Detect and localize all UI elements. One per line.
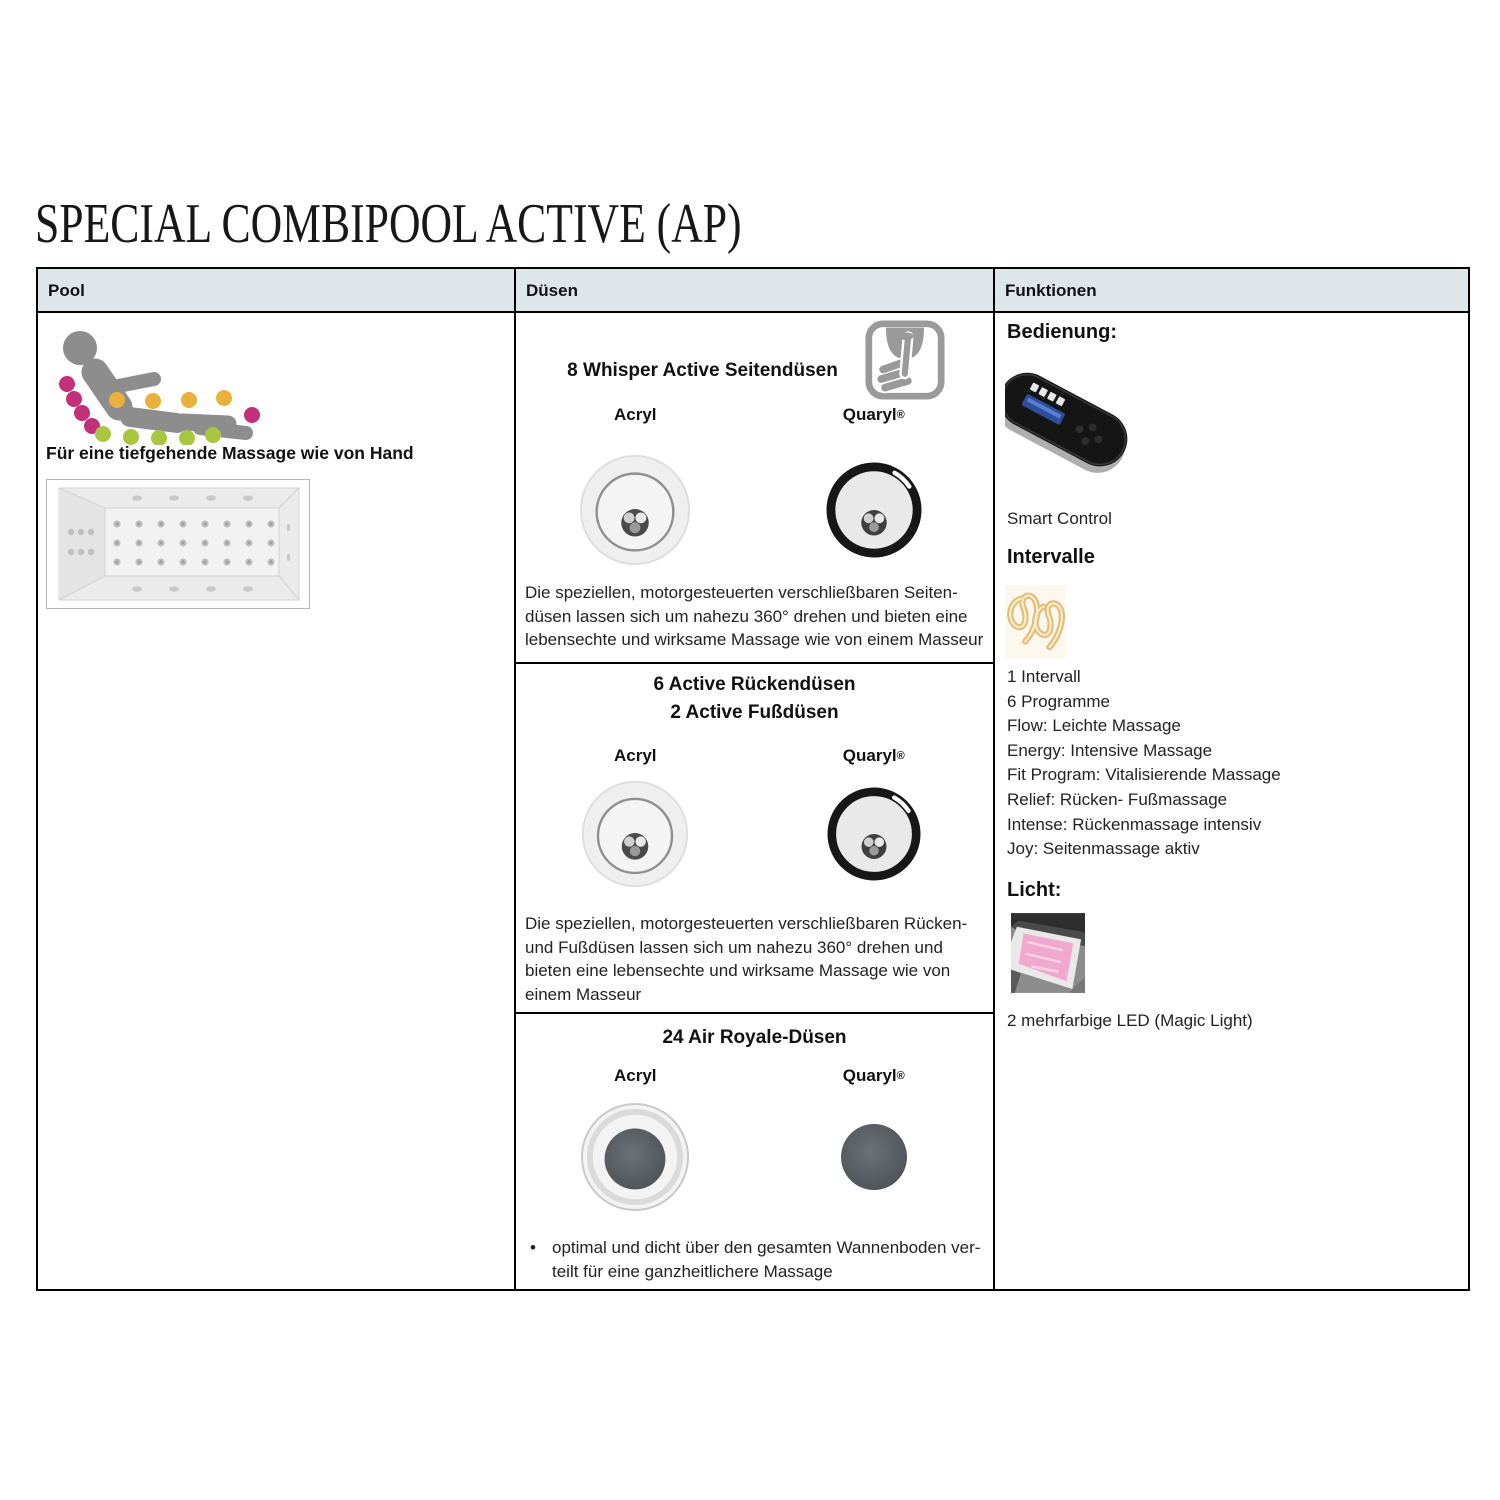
funktionen-cell: [995, 313, 1468, 1289]
quaryl-air-jet-icon: [840, 1123, 908, 1191]
quaryl-whirl-jet-icon: [826, 462, 922, 558]
acryl-label: Acryl: [613, 746, 657, 765]
quaryl-label: Quaryl: [842, 405, 897, 424]
program-list: [1007, 665, 1281, 862]
program-line: Flow: Leichte Massage: [1007, 716, 1181, 736]
quaryl-label: Quaryl: [842, 1066, 897, 1085]
duesen-section-air-royale: [516, 1014, 993, 1289]
section-description: [525, 912, 989, 1006]
desc-line: optimal und dicht über den gesamten Wannenboden ver-: [552, 1238, 981, 1257]
section-title: 24 Air Royale-Düsen: [662, 1027, 847, 1048]
acryl-whirl-jet-icon: [578, 453, 692, 567]
registered-mark: ®: [896, 750, 905, 762]
registered-mark: ®: [896, 409, 905, 421]
duesen-section-whisper: [516, 313, 993, 664]
desc-line: Die speziellen, motorgesteuerten verschließbaren Rücken-: [525, 914, 968, 933]
page-title: SPECIAL COMBIPOOL ACTIVE (AP): [35, 193, 742, 255]
quaryl-whirl-jet-icon: [827, 787, 921, 881]
section-title: 8 Whisper Active Seitendüsen: [567, 360, 838, 381]
section-title-line1: 6 Active Rückendüsen: [653, 674, 856, 695]
intervalle-heading: Intervalle: [1007, 546, 1095, 568]
program-line: Joy: Seitenmassage aktiv: [1007, 839, 1200, 859]
acryl-whirl-jet-icon: [580, 779, 690, 889]
jet-images: [516, 776, 993, 892]
program-line: 1 Intervall: [1007, 667, 1081, 686]
tub-layout-diagram: [46, 479, 310, 609]
quaryl-label: Quaryl: [842, 746, 897, 765]
desc-line: einem Masseur: [525, 984, 642, 1004]
duesen-cell: [516, 313, 995, 1289]
pool-caption: Für eine tiefgehende Massage wie von Hand: [46, 443, 414, 463]
acryl-label: Acryl: [613, 405, 657, 424]
program-line: Intense: Rückenmassage intensiv: [1007, 814, 1262, 834]
pink-led-tub-image: [1011, 913, 1085, 993]
desc-line: und Fußdüsen lassen sich um nahezu 360° drehen und: [525, 937, 943, 957]
material-labels: [516, 744, 993, 768]
table-header-row: [38, 269, 1468, 313]
program-line: Energy: Intensive Massage: [1007, 740, 1213, 760]
desc-line: Die speziellen, motorgesteuerten verschließbaren Seiten-: [525, 583, 958, 602]
program-line: 6 Programme: [1007, 691, 1110, 711]
table-body-row: [38, 313, 1468, 1289]
program-line: Fit Program: Vitalisierende Massage: [1007, 765, 1281, 785]
jet-images: [516, 451, 993, 569]
desc-line: düsen lassen sich um nahezu 360° drehen und bieten eine: [525, 606, 968, 626]
registered-mark: ®: [896, 1070, 905, 1082]
section-description: [525, 581, 989, 652]
desc-line: teilt für eine ganzheitlichere Massage: [552, 1261, 833, 1281]
material-labels: [516, 403, 993, 427]
section-bullet: [528, 1236, 987, 1283]
bathtub-jet-layout-icon: [47, 480, 309, 608]
pool-cell: [38, 313, 516, 1289]
smart-control-caption: Smart Control: [1007, 509, 1112, 528]
duesen-section-ruecken-fuss: [516, 664, 993, 1014]
bedienung-heading: Bedienung:: [1007, 321, 1117, 343]
section-title-line2: 2 Active Fußdüsen: [670, 702, 839, 723]
column-header-duesen: Düsen: [516, 269, 995, 311]
desc-line: bieten eine lebensechte und wirksame Massage wie von: [525, 961, 951, 980]
desc-line: lebensechte und wirksame Massage wie von einem Masseur: [525, 630, 984, 649]
bullet-glyph: •: [530, 1238, 536, 1257]
spec-table: [36, 267, 1470, 1291]
licht-heading: Licht:: [1007, 879, 1062, 901]
interval-squiggle-icon: [1005, 585, 1065, 659]
column-header-funktionen: Funktionen: [1005, 281, 1097, 300]
acryl-label: Acryl: [613, 1066, 657, 1085]
reclining-person-icon: [50, 327, 262, 445]
material-labels: [516, 1064, 993, 1088]
acryl-air-jet-icon: [580, 1102, 690, 1212]
smart-control-remote-image: [1005, 368, 1157, 492]
column-header-pool: Pool: [38, 269, 516, 311]
jet-images: [516, 1098, 993, 1216]
led-caption: 2 mehrfarbige LED (Magic Light): [1007, 1011, 1253, 1030]
program-line: Relief: Rücken- Fußmassage: [1007, 789, 1228, 809]
